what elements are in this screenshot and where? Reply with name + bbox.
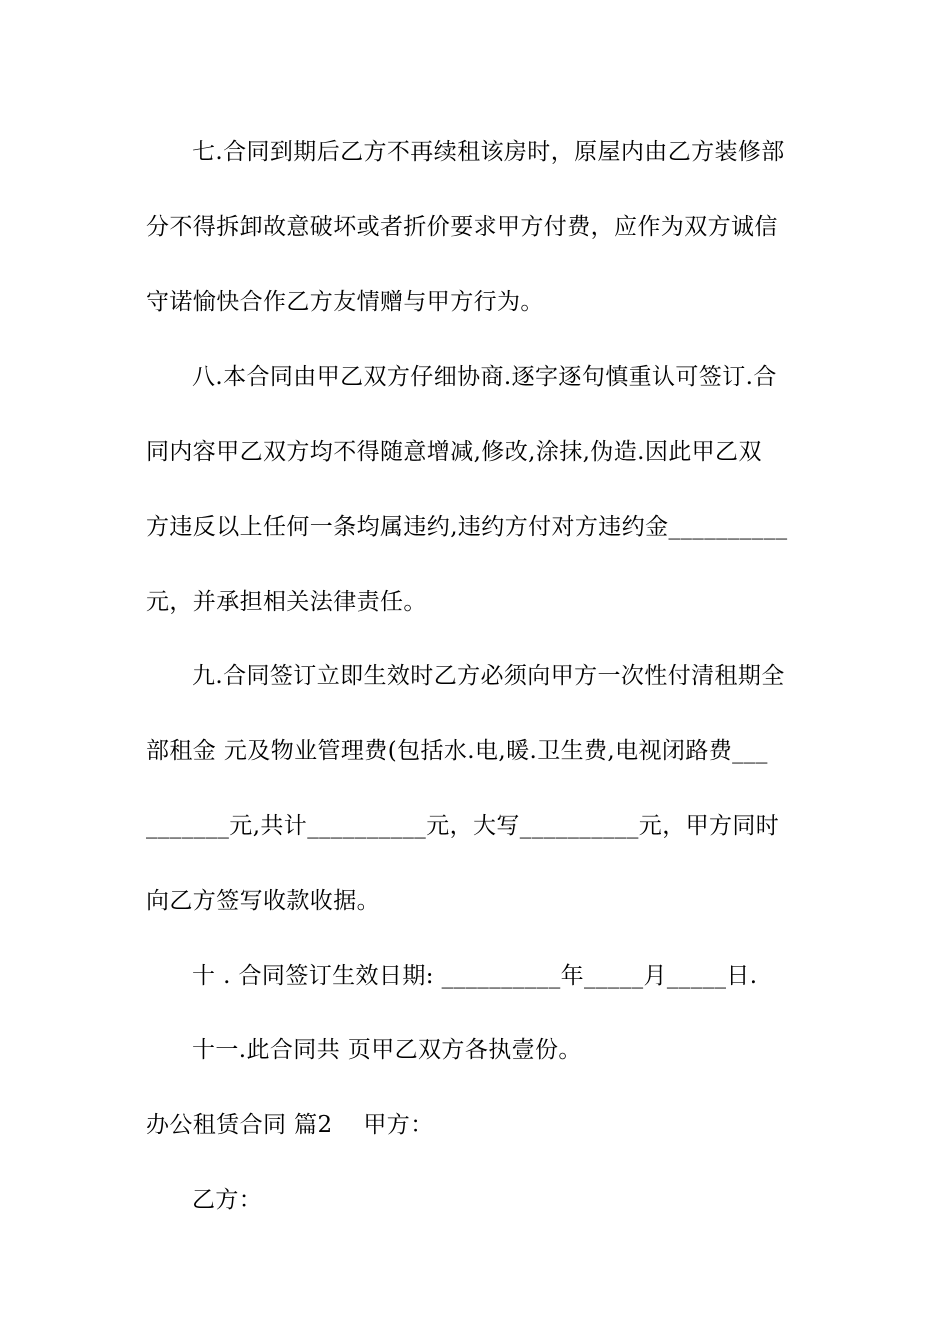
clause-9-line-3: _______元,共计__________元，大写__________元，甲方同时 xyxy=(146,813,780,839)
clause-9-line-1: 九.合同签订立即生效时乙方必须向甲方一次性付清租期全 xyxy=(192,663,785,689)
clause-8-line-1: 八.本合同由甲乙双方仔细协商.逐字逐句慎重认可签订.合 xyxy=(192,364,777,390)
clause-9-line-4: 向乙方签写收款收据。 xyxy=(146,888,380,914)
clause-8-line-2: 同内容甲乙双方均不得随意增减,修改,涂抹,伪造.因此甲乙双 xyxy=(146,439,762,465)
clause-8-line-4: 元，并承担相关法律责任。 xyxy=(146,589,427,615)
clause-7-line-2: 分不得拆卸故意破坏或者折价要求甲方付费，应作为双方诚信 xyxy=(146,214,778,240)
clause-11-line: 十一.此合同共 页甲乙双方各执壹份。 xyxy=(192,1037,582,1063)
section-heading-line: 办公租赁合同 篇2 甲方： xyxy=(146,1112,434,1138)
clause-9-line-2: 部租金 元及物业管理费(包括水.电,暖.卫生费,电视闭路费___ xyxy=(146,738,768,764)
clause-8-line-3: 方违反以上任何一条均属违约,违约方付对方违约金__________ xyxy=(146,514,788,540)
clause-7-line-3: 守诺愉快合作乙方友情赠与甲方行为。 xyxy=(146,289,544,315)
party-b-line: 乙方： xyxy=(192,1187,263,1213)
clause-7-line-1: 七.合同到期后乙方不再续租该房时，原屋内由乙方装修部 xyxy=(192,139,785,165)
clause-10-line: 十 . 合同签订生效日期: __________年_____月_____日. xyxy=(192,963,758,989)
